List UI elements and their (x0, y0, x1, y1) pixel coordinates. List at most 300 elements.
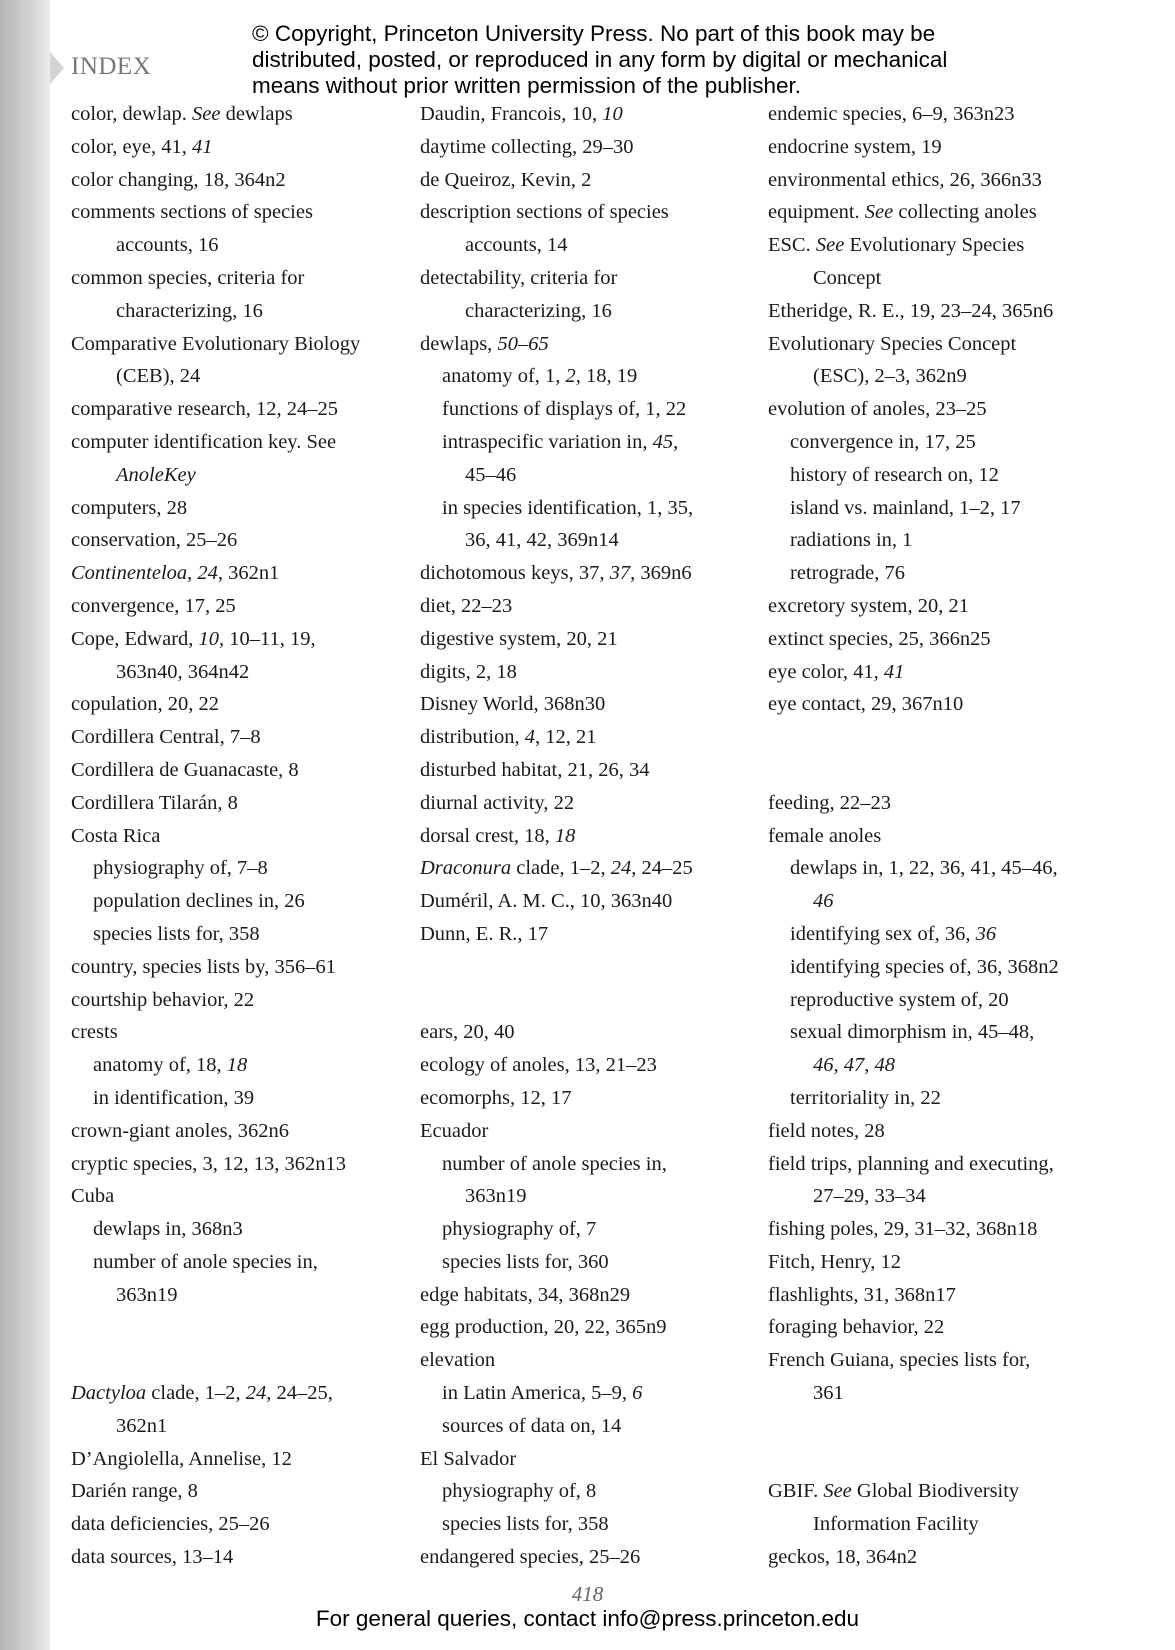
index-entry-text: number of anole species in, (93, 1250, 318, 1273)
page-edge-band (0, 0, 50, 1650)
index-entry-text: digits, 2, 18 (420, 660, 517, 683)
index-entry-line (71, 459, 401, 492)
index-entry-line (768, 360, 1118, 393)
index-entry-line (420, 1246, 750, 1279)
index-entry-line (420, 1508, 750, 1541)
index-entry-text: Cuba (71, 1185, 115, 1208)
index-entry-text: retrograde, 76 (790, 562, 905, 585)
index-entry-italic: 50–65 (497, 332, 549, 355)
index-entry-text: species lists for, 358 (442, 1513, 609, 1536)
index-entry-line (768, 688, 1118, 721)
index-entry-text: feeding, 22–23 (768, 791, 891, 814)
index-entry-italic: 45 (652, 430, 674, 453)
index-entry-line (768, 787, 1118, 820)
index-entry-line (420, 557, 750, 590)
index-entry-line (420, 1443, 750, 1476)
index-entry-text: (CEB), 24 (116, 365, 201, 388)
index-entry-text: female anoles (768, 824, 882, 847)
index-entry-line (768, 524, 1118, 557)
index-entry-text: island vs. mainland, 1–2, 17 (790, 496, 1021, 519)
index-entry-text: sources of data on, 14 (442, 1414, 622, 1437)
index-entry-italic: 10 (602, 103, 623, 125)
index-entry-italic: 10 (198, 627, 220, 650)
index-entry-line (420, 524, 750, 557)
index-entry-line (420, 1049, 750, 1082)
index-entry-text: data sources, 13–14 (71, 1546, 234, 1569)
index-column-3 (768, 98, 1118, 1574)
index-entry-line (420, 196, 750, 229)
index-entry-text: Cordillera de Guanacaste, 8 (71, 758, 299, 781)
index-entry-text: field notes, 28 (768, 1119, 885, 1142)
index-entry-text: sexual dimorphism in, 45–48, (790, 1021, 1035, 1044)
index-entry-line (420, 1115, 750, 1148)
index-entry-text: Information Facility (813, 1513, 979, 1536)
index-entry-text: Disney World, 368n30 (420, 693, 606, 716)
index-entry-line (420, 590, 750, 623)
index-entry-italic: 6 (632, 1382, 643, 1405)
index-entry-text: distribution, (420, 726, 525, 749)
index-entry-text: species lists for, 358 (93, 922, 260, 945)
index-entry-italic: 24 (197, 562, 218, 585)
index-entry-text: common species, criteria for (71, 266, 305, 289)
index-entry-italic: 24 (245, 1382, 267, 1405)
index-entry-line (768, 1115, 1118, 1148)
index-entry-text: in species identification, 1, 35, (442, 496, 694, 519)
index-entry-text: egg production, 20, 22, 365n9 (420, 1316, 667, 1339)
index-entry-text: reproductive system of, 20 (790, 988, 1009, 1011)
index-entry-line (71, 820, 401, 853)
index-entry-line (768, 196, 1118, 229)
index-entry-text: 363n19 (465, 1185, 527, 1208)
index-spacer (768, 1443, 1118, 1476)
index-spacer (420, 984, 750, 1017)
index-entry-text: identifying sex of, 36, (790, 922, 976, 945)
index-entry-line (71, 688, 401, 721)
index-entry-text: dichotomous keys, 37, (420, 562, 610, 585)
index-entry-line (768, 1180, 1118, 1213)
index-entry-italic: 48 (874, 1054, 895, 1077)
index-entry-line (71, 229, 401, 262)
index-entry-italic: AnoleKey (116, 463, 196, 486)
index-entry-text: country, species lists by, 356–61 (71, 955, 336, 978)
index-entry-text: conservation, 25–26 (71, 529, 238, 552)
index-entry-text: El Salvador (420, 1447, 517, 1470)
index-spacer (768, 721, 1118, 754)
index-entry-text: 362n1 (116, 1414, 168, 1437)
index-entry-line (768, 623, 1118, 656)
index-entry-line (71, 1279, 401, 1312)
index-entry-text: dewlaps, (420, 332, 498, 355)
index-entry-line (420, 1016, 750, 1049)
index-entry-text: copulation, 20, 22 (71, 693, 220, 716)
index-entry-line (71, 754, 401, 787)
index-entry-text: , (864, 1054, 875, 1077)
index-entry-text: Darién range, 8 (71, 1480, 198, 1503)
index-entry-italic: See (823, 1480, 852, 1503)
index-entry-text: eye color, 41, (768, 660, 884, 683)
index-entry-line (71, 1508, 401, 1541)
index-entry-text: 27–29, 33–34 (813, 1185, 926, 1208)
index-entry-line (768, 1508, 1118, 1541)
index-entry-text: dewlaps in, 1, 22, 36, 41, 45–46, (790, 857, 1058, 880)
index-spacer (768, 754, 1118, 787)
index-entry-line (420, 787, 750, 820)
index-entry-line (71, 426, 401, 459)
index-entry-text: accounts, 16 (116, 234, 219, 257)
index-entry-italic: 46 (813, 1054, 834, 1077)
index-entry-italic: Draconura (420, 857, 512, 880)
index-entry-text: ecology of anoles, 13, 21–23 (420, 1054, 657, 1077)
index-entry-line (768, 885, 1118, 918)
index-entry-text: endocrine system, 19 (768, 135, 942, 158)
index-entry-line (71, 393, 401, 426)
index-column-2 (420, 98, 750, 1574)
index-entry-text: number of anole species in, (442, 1152, 667, 1175)
index-entry-line (420, 754, 750, 787)
index-entry-line (71, 1377, 401, 1410)
index-entry-line (420, 393, 750, 426)
index-entry-italic: See (864, 201, 894, 224)
copyright-line: means without prior written permission of the publisher. (252, 73, 802, 98)
index-entry-text: functions of displays of, 1, 22 (442, 398, 687, 421)
index-entry-line (71, 1049, 401, 1082)
index-entry-text: daytime collecting, 29–30 (420, 135, 634, 158)
copyright-notice (252, 21, 972, 99)
index-entry-text: dewlaps (220, 103, 293, 125)
index-entry-line (768, 1279, 1118, 1312)
index-entry-line (420, 229, 750, 262)
index-entry-text: , (187, 562, 198, 585)
index-entry-line (420, 1377, 750, 1410)
index-entry-line (420, 1311, 750, 1344)
index-entry-text: territoriality in, 22 (790, 1086, 941, 1109)
index-entry-text: extinct species, 25, 366n25 (768, 627, 991, 650)
index-entry-text: ecomorphs, 12, 17 (420, 1086, 572, 1109)
index-spacer (71, 1311, 401, 1344)
index-spacer (768, 1410, 1118, 1443)
index-entry-line (71, 131, 401, 164)
index-entry-text: flashlights, 31, 368n17 (768, 1283, 956, 1306)
index-entry-line (420, 852, 750, 885)
index-entry-text: field trips, planning and executing, (768, 1152, 1054, 1175)
index-entry-text: accounts, 14 (465, 234, 568, 257)
index-entry-italic: 2 (565, 365, 576, 388)
index-entry-line (71, 623, 401, 656)
section-heading: INDEX (71, 53, 152, 80)
index-entry-line (768, 295, 1118, 328)
index-entry-line (768, 98, 1118, 131)
index-entry-line (768, 1475, 1118, 1508)
index-entry-text: color changing, 18, 364n2 (71, 168, 286, 191)
index-entry-line (71, 98, 401, 131)
index-entry-text: color, eye, 41, (71, 135, 192, 158)
index-entry-text: radiations in, 1 (790, 529, 913, 552)
index-entry-text: anatomy of, 18, (93, 1054, 227, 1077)
index-entry-text: courtship behavior, 22 (71, 988, 255, 1011)
index-entry-line (768, 459, 1118, 492)
index-entry-line (71, 328, 401, 361)
index-entry-text: Duméril, A. M. C., 10, 363n40 (420, 890, 673, 913)
index-entry-text: physiography of, 7–8 (93, 857, 268, 880)
index-entry-text: , 369n6 (630, 562, 692, 585)
index-entry-line (71, 1475, 401, 1508)
index-entry-italic: 4 (524, 726, 536, 749)
index-entry-text: Fitch, Henry, 12 (768, 1250, 902, 1273)
index-entry-italic: Continenteloa (71, 562, 188, 585)
index-entry-text: dorsal crest, 18, (420, 824, 555, 847)
index-entry-text: excretory system, 20, 21 (768, 594, 969, 617)
index-entry-line (420, 459, 750, 492)
index-entry-line (768, 1016, 1118, 1049)
index-entry-line (768, 820, 1118, 853)
index-entry-text: anatomy of, 1, (442, 365, 566, 388)
index-entry-text: characterizing, 16 (116, 299, 263, 322)
index-entry-text: de Queiroz, Kevin, 2 (420, 168, 592, 191)
index-entry-text: evolution of anoles, 23–25 (768, 398, 987, 421)
index-entry-line (768, 393, 1118, 426)
index-entry-text: dewlaps in, 368n3 (93, 1218, 243, 1241)
index-entry-text: 363n40, 364n42 (116, 660, 250, 683)
index-entry-italic: 24 (610, 857, 632, 880)
index-entry-text: Evolutionary Species Concept (768, 332, 1017, 355)
index-entry-line (768, 590, 1118, 623)
contact-footer: For general queries, contact info@press.princeton.edu (315, 1606, 860, 1631)
index-entry-line (420, 721, 750, 754)
index-entry-line (768, 492, 1118, 525)
index-entry-text: French Guiana, species lists for, (768, 1349, 1031, 1372)
index-entry-text: elevation (420, 1349, 496, 1372)
index-entry-text: endemic species, 6–9, 363n23 (768, 103, 1015, 125)
index-entry-line (71, 721, 401, 754)
index-entry-line (768, 1246, 1118, 1279)
index-entry-line (420, 1410, 750, 1443)
index-entry-line (71, 951, 401, 984)
index-entry-italic: See (192, 103, 221, 125)
index-entry-text: 363n19 (116, 1283, 178, 1306)
index-entry-italic: 36 (975, 922, 997, 945)
index-entry-line (420, 623, 750, 656)
index-entry-text: data deficiencies, 25–26 (71, 1513, 270, 1536)
index-entry-text: identifying species of, 36, 368n2 (790, 955, 1059, 978)
index-entry-italic: 18 (226, 1054, 248, 1077)
index-entry-italic: 18 (554, 824, 576, 847)
index-entry-line (768, 1377, 1118, 1410)
index-entry-text: equipment. (768, 201, 865, 224)
index-entry-text: Evolutionary Species (844, 234, 1025, 257)
index-entry-text: ears, 20, 40 (420, 1021, 515, 1044)
index-entry-line (71, 360, 401, 393)
index-entry-text: physiography of, 8 (442, 1480, 597, 1503)
section-tab-arrow-icon (50, 52, 64, 84)
index-entry-line (420, 1475, 750, 1508)
index-entry-text: D’Angiolella, Annelise, 12 (71, 1447, 292, 1470)
index-entry-line (71, 1148, 401, 1181)
index-entry-text: Comparative Evolutionary Biology (71, 332, 361, 355)
index-entry-text: fishing poles, 29, 31–32, 368n18 (768, 1218, 1038, 1241)
index-entry-text: comments sections of species (71, 201, 313, 224)
index-entry-text: diet, 22–23 (420, 594, 513, 617)
index-entry-line (420, 820, 750, 853)
index-entry-line (71, 787, 401, 820)
index-entry-text: edge habitats, 34, 368n29 (420, 1283, 631, 1306)
index-entry-line (768, 426, 1118, 459)
index-entry-line (420, 328, 750, 361)
index-entry-line (420, 656, 750, 689)
index-entry-line (71, 262, 401, 295)
index-entry-line (768, 1344, 1118, 1377)
index-entry-line (768, 131, 1118, 164)
index-entry-line (420, 885, 750, 918)
index-entry-italic: 47 (843, 1054, 865, 1077)
index-entry-text: disturbed habitat, 21, 26, 34 (420, 758, 650, 781)
index-entry-text: eye contact, 29, 367n10 (768, 693, 964, 716)
index-entry-text: Costa Rica (71, 824, 161, 847)
index-entry-italic: Dactyloa (71, 1382, 147, 1405)
index-spacer (420, 951, 750, 984)
index-entry-text: , (833, 1054, 844, 1077)
index-entry-line (71, 1016, 401, 1049)
index-entry-text: description sections of species (420, 201, 669, 224)
index-entry-text: Cope, Edward, (71, 627, 199, 650)
index-entry-text: 361 (813, 1382, 844, 1405)
index-entry-text: in Latin America, 5–9, (442, 1382, 633, 1405)
index-entry-italic: 41 (883, 660, 905, 683)
index-entry-text: Global Biodiversity (851, 1480, 1020, 1503)
index-entry-line (768, 984, 1118, 1017)
index-entry-line (768, 1213, 1118, 1246)
index-entry-text: , 24–25, (266, 1382, 333, 1405)
index-entry-line (71, 852, 401, 885)
index-entry-line (71, 164, 401, 197)
index-entry-text: , 18, 19 (575, 365, 638, 388)
index-entry-line (71, 557, 401, 590)
index-entry-text: digestive system, 20, 21 (420, 627, 618, 650)
index-entry-line (71, 492, 401, 525)
index-entry-text: , 10–11, 19, (219, 627, 316, 650)
index-entry-text: Concept (813, 266, 882, 289)
index-entry-line (420, 262, 750, 295)
index-entry-line (768, 262, 1118, 295)
index-entry-line (71, 524, 401, 557)
index-entry-line (768, 918, 1118, 951)
index-entry-text: crests (71, 1021, 118, 1044)
index-entry-text: computer identification key. See (71, 430, 337, 453)
index-entry-line (768, 1311, 1118, 1344)
index-entry-text: species lists for, 360 (442, 1250, 609, 1273)
index-entry-text: in identification, 39 (93, 1086, 255, 1109)
index-entry-text: collecting anoles (893, 201, 1037, 224)
index-entry-text: , 12, 21 (535, 726, 597, 749)
index-entry-text: geckos, 18, 364n2 (768, 1546, 918, 1569)
index-entry-line (71, 1082, 401, 1115)
index-entry-text: convergence, 17, 25 (71, 594, 236, 617)
index-entry-text: Dunn, E. R., 17 (420, 922, 549, 945)
index-entry-line (420, 1082, 750, 1115)
index-entry-text: Cordillera Tilarán, 8 (71, 791, 238, 814)
index-entry-text: Ecuador (420, 1119, 489, 1142)
index-entry-italic: 46 (813, 890, 834, 913)
index-entry-text: Daudin, Francois, 10, (420, 103, 603, 125)
index-entry-line (768, 852, 1118, 885)
copyright-line: © Copyright, Princeton University Press. No part of this book may be (252, 21, 936, 46)
index-entry-text: characterizing, 16 (465, 299, 612, 322)
index-entry-line (420, 1180, 750, 1213)
index-entry-line (420, 360, 750, 393)
page-number: 418 (571, 1582, 604, 1606)
index-entry-line (420, 295, 750, 328)
index-entry-line (71, 885, 401, 918)
index-entry-text: foraging behavior, 22 (768, 1316, 945, 1339)
index-entry-italic: 41 (192, 135, 213, 158)
index-entry-text: clade, 1–2, (146, 1382, 246, 1405)
index-entry-line (768, 1541, 1118, 1574)
index-entry-line (71, 1180, 401, 1213)
index-entry-line (71, 1246, 401, 1279)
index-entry-line (420, 492, 750, 525)
index-entry-text: (ESC), 2–3, 362n9 (813, 365, 967, 388)
index-entry-text: comparative research, 12, 24–25 (71, 398, 338, 421)
copyright-line: distributed, posted, or reproduced in any form by digital or mechanical (252, 47, 948, 72)
index-entry-text: 36, 41, 42, 369n14 (465, 529, 619, 552)
index-entry-text: history of research on, 12 (790, 463, 999, 486)
index-entry-line (71, 1115, 401, 1148)
index-entry-line (420, 918, 750, 951)
index-entry-line (71, 656, 401, 689)
index-entry-text: clade, 1–2, (511, 857, 611, 880)
index-entry-line (71, 1410, 401, 1443)
index-entry-line (768, 1148, 1118, 1181)
index-entry-line (420, 426, 750, 459)
index-entry-line (420, 1148, 750, 1181)
index-entry-line (71, 295, 401, 328)
index-entry-text: intraspecific variation in, (442, 430, 653, 453)
index-entry-text: computers, 28 (71, 496, 188, 519)
index-entry-line (768, 656, 1118, 689)
index-entry-line (71, 590, 401, 623)
index-entry-text: diurnal activity, 22 (420, 791, 575, 814)
index-entry-line (420, 1541, 750, 1574)
index-spacer (71, 1344, 401, 1377)
index-entry-line (768, 1082, 1118, 1115)
index-entry-text: , 24–25 (631, 857, 693, 880)
index-entry-text: endangered species, 25–26 (420, 1546, 641, 1569)
index-entry-line (420, 98, 750, 131)
index-entry-line (768, 229, 1118, 262)
index-entry-text: detectability, criteria for (420, 266, 618, 289)
index-entry-text: cryptic species, 3, 12, 13, 362n13 (71, 1152, 346, 1175)
index-entry-text: , 362n1 (217, 562, 280, 585)
index-entry-text: Cordillera Central, 7–8 (71, 726, 261, 749)
index-entry-line (768, 951, 1118, 984)
index-entry-line (420, 164, 750, 197)
index-entry-line (420, 1344, 750, 1377)
index-entry-line (420, 1213, 750, 1246)
index-entry-line (768, 328, 1118, 361)
index-entry-text: GBIF. (768, 1480, 824, 1503)
index-entry-text: color, dewlap. (71, 103, 192, 125)
index-entry-line (420, 688, 750, 721)
index-entry-line (768, 557, 1118, 590)
index-entry-italic: 37 (609, 562, 631, 585)
index-entry-text: crown-giant anoles, 362n6 (71, 1119, 290, 1142)
index-entry-line (71, 1213, 401, 1246)
index-entry-line (420, 131, 750, 164)
index-entry-line (71, 196, 401, 229)
index-entry-line (768, 1049, 1118, 1082)
index-entry-text: ESC. (768, 234, 816, 257)
index-entry-text: population declines in, 26 (93, 890, 305, 913)
index-entry-text: Etheridge, R. E., 19, 23–24, 365n6 (768, 299, 1054, 322)
